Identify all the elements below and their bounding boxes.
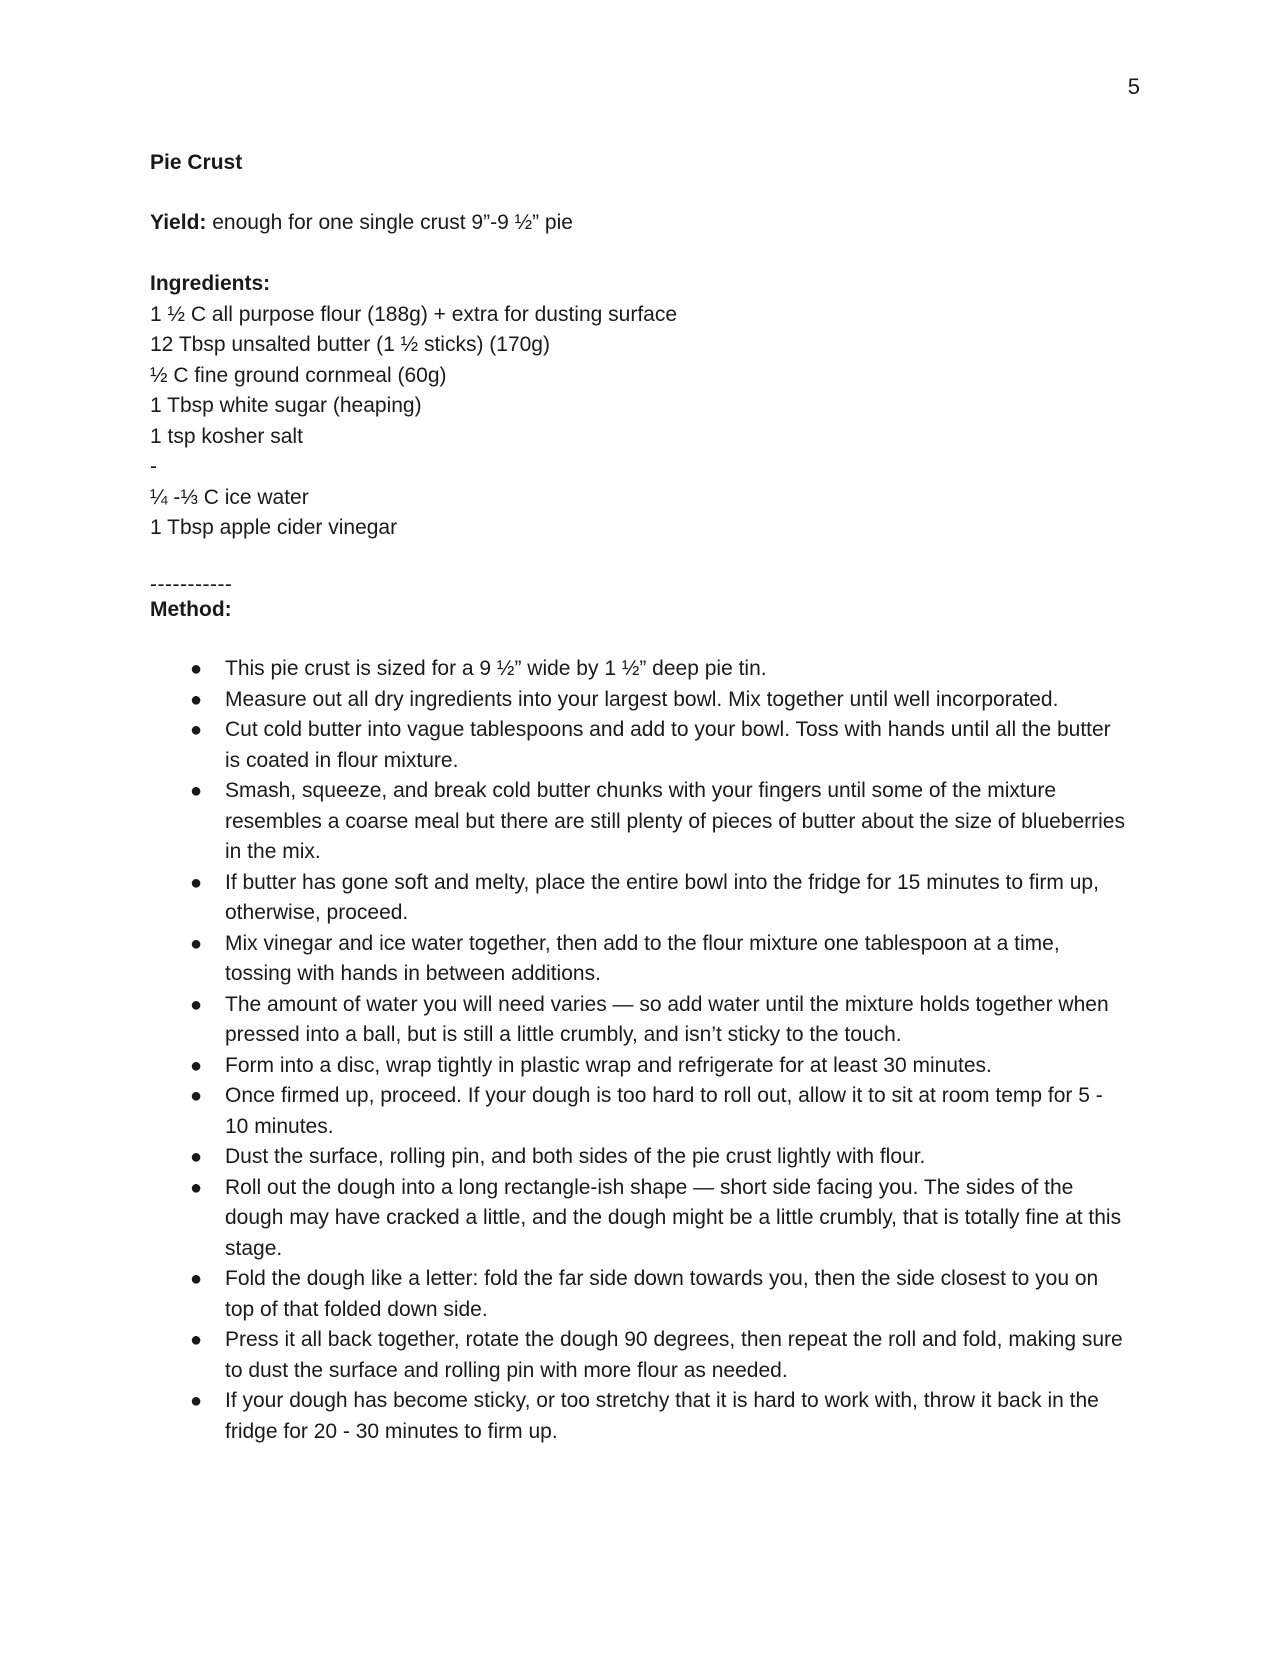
bullet-icon: ● <box>190 932 203 955</box>
method-step-text: Measure out all dry ingredients into your largest bowl. Mix together until well incorporated. <box>225 687 1059 711</box>
recipe-title: Pie Crust <box>150 151 243 174</box>
section-separator: ----------- <box>150 572 233 596</box>
method-step <box>150 1081 1130 1142</box>
ingredient-item: ¼ -⅓ C ice water <box>150 485 309 509</box>
method-step <box>150 715 1130 776</box>
ingredient-item: 1 Tbsp apple cider vinegar <box>150 516 398 539</box>
bullet-icon: ● <box>190 719 203 741</box>
method-step <box>150 990 1130 1051</box>
method-step-text: If butter has gone soft and melty, place the entire bowl into the fridge for 15 minutes to firm up, otherwise, proceed. <box>225 870 1099 924</box>
method-step <box>150 654 1130 685</box>
bullet-icon: ● <box>190 658 203 680</box>
ingredient-item: 1 Tbsp white sugar (heaping) <box>150 394 422 417</box>
ingredient-item: ½ C fine ground cornmeal (60g) <box>150 363 447 387</box>
method-step-text: Mix vinegar and ice water together, then add to the flour mixture one tablespoon at a time, tossing with hands in between additions. <box>225 931 1060 985</box>
method-heading: Method: <box>150 597 232 621</box>
method-step-text: Once firmed up, proceed. If your dough is too hard to roll out, allow it to sit at room temp for 5 - 10 minutes. <box>225 1084 1103 1138</box>
bullet-icon: ● <box>190 688 203 711</box>
method-step <box>150 929 1130 990</box>
method-step-text: Dust the surface, rolling pin, and both sides of the pie crust lightly with flour. <box>225 1145 926 1168</box>
bullet-icon: ● <box>190 1146 203 1168</box>
method-step-text: Roll out the dough into a long rectangle-ish shape — short side facing you. The sides of the dough may have cracked a little, and the dough might be a little crumbly, that is totally fine at this stage. <box>225 1175 1122 1260</box>
method-step <box>150 1173 1130 1265</box>
method-step <box>150 1264 1130 1325</box>
yield-label: Yield: <box>150 211 207 234</box>
bullet-icon: ● <box>190 1390 203 1412</box>
method-step-text: Smash, squeeze, and break cold butter chunks with your fingers until some of the mixture resembles a coarse meal but there are still plenty of pieces of butter about the size of blueberries in the mix. <box>225 779 1125 863</box>
method-step <box>150 1051 1130 1082</box>
ingredient-item: 1 tsp kosher salt <box>150 424 303 448</box>
bullet-icon: ● <box>190 871 203 894</box>
method-step-text: This pie crust is sized for a 9 ½” wide by 1 ½” deep pie tin. <box>225 657 767 680</box>
yield-line <box>150 208 1130 239</box>
recipe-content <box>150 148 1130 1447</box>
ingredient-item: - <box>150 455 157 478</box>
bullet-icon: ● <box>190 1054 203 1077</box>
ingredients-list <box>150 300 1130 544</box>
method-step-text: Cut cold butter into vague tablespoons and add to your bowl. Toss with hands until all the butter is coated in flour mixture. <box>225 718 1111 772</box>
bullet-icon: ● <box>190 1329 203 1351</box>
method-step-text: The amount of water you will need varies — so add water until the mixture holds together when pressed into a ball, but is still a little crumbly, and isn’t sticky to the touch. <box>225 992 1109 1046</box>
method-step-text: Press it all back together, rotate the dough 90 degrees, then repeat the roll and fold, making sure to dust the surface and rolling pin with more flour as needed. <box>225 1328 1123 1382</box>
method-step-text: If your dough has become sticky, or too stretchy that it is hard to work with, throw it back in the fridge for 20 - 30 minutes to firm up. <box>225 1389 1099 1443</box>
bullet-icon: ● <box>190 1176 203 1199</box>
ingredient-item: 1 ½ C all purpose flour (188g) + extra for dusting surface <box>150 302 678 326</box>
method-step <box>150 868 1130 929</box>
bullet-icon: ● <box>190 1268 203 1290</box>
ingredient-item: 12 Tbsp unsalted butter (1 ½ sticks) (170g) <box>150 333 550 356</box>
yield-text: enough for one single crust 9”-9 ½” pie <box>206 211 573 234</box>
bullet-icon: ● <box>190 993 203 1016</box>
method-step <box>150 1142 1130 1173</box>
method-step <box>150 1325 1130 1386</box>
method-step <box>150 776 1130 868</box>
ingredients-heading: Ingredients: <box>150 272 271 295</box>
bullet-icon: ● <box>190 780 203 802</box>
method-step <box>150 685 1130 716</box>
method-step-text: Fold the dough like a letter: fold the far side down towards you, then the side closest to you on top of that folded down side. <box>225 1267 1099 1321</box>
method-step-text: Form into a disc, wrap tightly in plastic wrap and refrigerate for at least 30 minutes. <box>225 1053 992 1077</box>
method-step <box>150 1386 1130 1447</box>
method-list <box>150 654 1130 1447</box>
bullet-icon: ● <box>190 1085 203 1107</box>
page-number: 5 <box>1127 74 1140 99</box>
